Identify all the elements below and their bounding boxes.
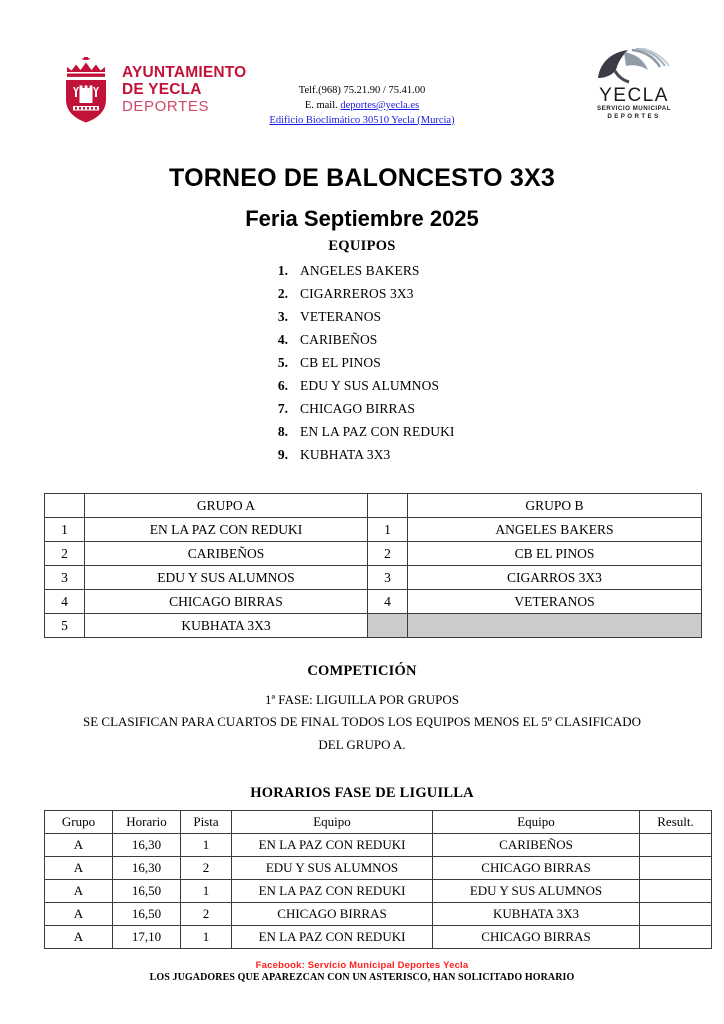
list-item [0,420,724,443]
groups-header-blank-b [368,494,408,518]
schedule-table [44,810,712,949]
footer-facebook: Facebook: Servicio Municipal Deportes Yecla [255,960,469,971]
match-team-2: KUBHATA 3X3 [433,903,640,926]
table-row [45,566,702,590]
list-item [0,328,724,351]
contact-info [269,84,454,129]
match-time: 16,50 [113,903,181,926]
group-a-team: CARIBEÑOS [85,542,368,566]
column-header: Equipo [433,811,640,834]
match-team-1: CHICAGO BIRRAS [232,903,433,926]
match-court: 1 [181,834,232,857]
team-name: CIGARREROS 3X3 [300,285,414,301]
contact-address-link[interactable]: Edificio Bioclimático 30510 Yecla (Murcia) [269,114,455,126]
match-time: 17,10 [113,926,181,949]
shield-crest-icon [58,56,114,124]
table-row [45,614,702,638]
table-row [45,518,702,542]
teams-section-heading: EQUIPOS [328,238,396,254]
table-row [45,903,712,926]
table-row [45,542,702,566]
match-result [640,926,712,949]
logo-line-3: DEPORTES [122,97,210,115]
schedule-table-head [45,811,712,834]
list-item [0,374,724,397]
match-result [640,903,712,926]
footer-note: LOS JUGADORES QUE APAREZCAN CON UN ASTERISCO, HAN SOLICITADO HORARIO [149,972,575,983]
match-team-2: CHICAGO BIRRAS [433,926,640,949]
schedule-heading: HORARIOS FASE DE LIGUILLA [250,785,474,801]
team-number: 3. [277,308,288,324]
yecla-sub-2: DEPORTES [607,113,661,121]
group-b-team [408,614,702,638]
yecla-logo-text [582,86,686,121]
group-a-rank: 5 [45,614,85,638]
match-group: A [45,857,113,880]
team-number: 1. [277,262,288,278]
competition-line-2: SE CLASIFICAN PARA CUARTOS DE FINAL TODOS LOS EQUIPOS MENOS EL 5º CLASIFICADO [83,714,641,729]
list-item [0,305,724,328]
column-header: Equipo [232,811,433,834]
team-name: ANGELES BAKERS [300,262,420,278]
match-result [640,834,712,857]
list-item [0,282,724,305]
group-b-rank [368,614,408,638]
match-group: A [45,903,113,926]
team-name: VETERANOS [300,308,382,324]
match-group: A [45,880,113,903]
group-b-header: GRUPO B [408,494,702,518]
team-number: 8. [277,423,288,439]
match-team-1: EN LA PAZ CON REDUKI [232,880,433,903]
schedule-header-row [45,811,712,834]
page-title: TORNEO DE BALONCESTO 3X3 [169,164,555,192]
group-a-team: CHICAGO BIRRAS [85,590,368,614]
group-a-header: GRUPO A [85,494,368,518]
column-header: Result. [640,811,712,834]
logo-line-1: AYUNTAMIENTO [122,64,247,82]
contact-email-label: E. mail. [304,99,338,111]
competition-line-1: 1ª FASE: LIGUILLA POR GRUPOS [264,692,460,707]
ayuntamiento-logo-text [122,65,246,115]
match-result [640,857,712,880]
document-header [0,48,724,132]
match-time: 16,50 [113,880,181,903]
match-team-1: EN LA PAZ CON REDUKI [232,834,433,857]
logo-line-2: DE YECLA [122,80,202,98]
competition-line-3: DEL GRUPO A. [318,737,406,752]
match-time: 16,30 [113,834,181,857]
group-b-team: CIGARROS 3X3 [408,566,702,590]
ayuntamiento-logo [58,56,246,124]
group-a-rank: 4 [45,590,85,614]
group-b-rank: 2 [368,542,408,566]
list-item [0,259,724,282]
match-court: 2 [181,857,232,880]
schedule-table-body [45,834,712,949]
competition-heading: COMPETICIÓN [307,663,417,679]
team-number: 7. [277,400,288,416]
match-court: 1 [181,926,232,949]
table-row [45,857,712,880]
match-group: A [45,834,113,857]
match-team-1: EN LA PAZ CON REDUKI [232,926,433,949]
team-name: EDU Y SUS ALUMNOS [300,377,440,393]
yecla-sub-1: SERVICIO MUNICIPAL [596,105,672,112]
page-subtitle: Feria Septiembre 2025 [245,206,479,231]
table-row [45,590,702,614]
match-result [640,880,712,903]
groups-table-body [45,494,702,638]
group-a-rank: 1 [45,518,85,542]
table-row [45,880,712,903]
group-b-team: CB EL PINOS [408,542,702,566]
team-number: 9. [277,446,288,462]
group-b-rank: 1 [368,518,408,542]
list-item [0,397,724,420]
yecla-word: YECLA [599,85,669,106]
team-number: 5. [277,354,288,370]
group-b-rank: 4 [368,590,408,614]
group-b-team: VETERANOS [408,590,702,614]
group-b-team: ANGELES BAKERS [408,518,702,542]
match-team-2: CHICAGO BIRRAS [433,857,640,880]
teams-list [0,259,724,466]
match-court: 2 [181,903,232,926]
table-row [45,926,712,949]
group-b-rank: 3 [368,566,408,590]
athlete-figure-icon [582,48,686,90]
groups-table-header-row [45,494,702,518]
yecla-sports-logo [582,48,686,124]
team-name: CARIBEÑOS [300,331,378,347]
list-item [0,351,724,374]
groups-table [44,493,702,638]
team-number: 2. [277,285,288,301]
team-number: 4. [277,331,288,347]
column-header: Horario [113,811,181,834]
match-team-1: EDU Y SUS ALUMNOS [232,857,433,880]
team-name: CHICAGO BIRRAS [300,400,416,416]
match-court: 1 [181,880,232,903]
match-time: 16,30 [113,857,181,880]
team-name: KUBHATA 3X3 [300,446,391,462]
match-group: A [45,926,113,949]
match-team-2: CARIBEÑOS [433,834,640,857]
team-name: EN LA PAZ CON REDUKI [300,423,455,439]
groups-header-blank-a [45,494,85,518]
team-name: CB EL PINOS [300,354,381,370]
group-a-team: EN LA PAZ CON REDUKI [85,518,368,542]
group-a-rank: 2 [45,542,85,566]
match-team-2: EDU Y SUS ALUMNOS [433,880,640,903]
contact-address-line [269,114,454,129]
team-number: 6. [277,377,288,393]
contact-phone: Telf.(968) 75.21.90 / 75.41.00 [298,85,426,96]
contact-email-link[interactable]: deportes@yecla.es [340,99,420,111]
column-header: Grupo [45,811,113,834]
column-header: Pista [181,811,232,834]
group-a-team: KUBHATA 3X3 [85,614,368,638]
table-row [45,834,712,857]
list-item [0,443,724,466]
group-a-rank: 3 [45,566,85,590]
contact-email-line [269,99,454,114]
group-a-team: EDU Y SUS ALUMNOS [85,566,368,590]
